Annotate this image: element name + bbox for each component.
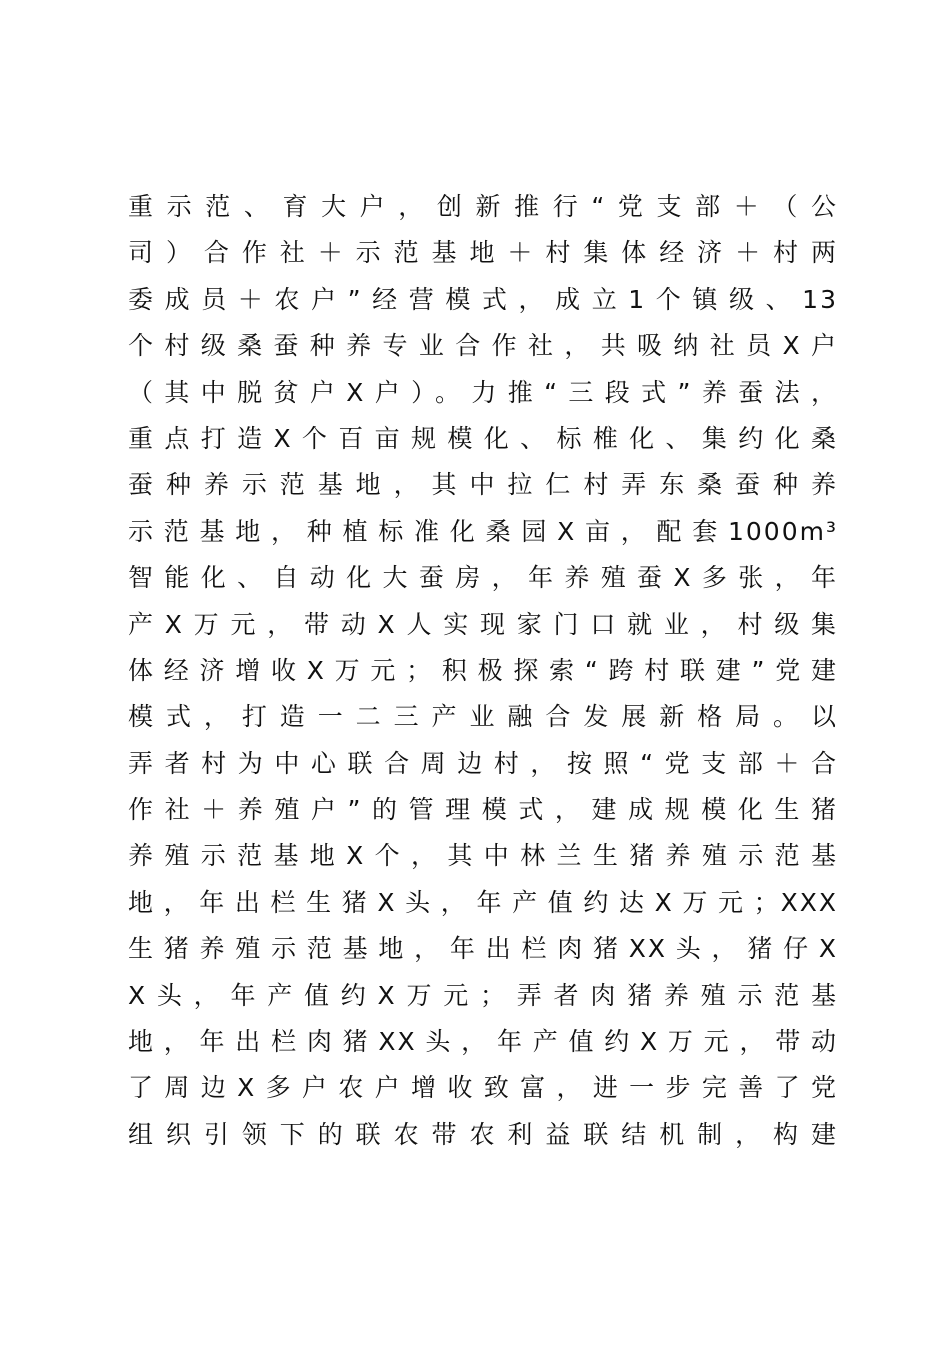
text-line: 个村级桑蚕种养专业合作社，共吸纳社员X户 [128, 331, 838, 361]
text-line: X头，年产值约X万元；弄者肉猪养殖示范基 [128, 980, 838, 1010]
body-paragraph [128, 184, 838, 1158]
text-line: 委成员＋农户”经营模式，成立1个镇级、13 [128, 284, 838, 314]
text-line: 作社＋养殖户”的管理模式，建成规模化生猪 [128, 795, 838, 825]
text-line: 地，年出栏肉猪XX头，年产值约X万元，带动 [128, 1027, 838, 1057]
text-line: 蚕种养示范基地，其中拉仁村弄东桑蚕种养 [128, 470, 838, 500]
text-line: 示范基地，种植标准化桑园X亩，配套1000m³ [128, 516, 838, 546]
text-line: 重点打造X个百亩规模化、标椎化、集约化桑 [128, 423, 838, 453]
text-line: 重示范、育大户，创新推行“党支部＋（公 [128, 192, 838, 221]
text-line: 模式，打造一二三产业融合发展新格局。以 [128, 702, 838, 732]
text-line: 司）合作社＋示范基地＋村集体经济＋村两 [128, 238, 838, 268]
text-line: 地，年出栏生猪X头，年产值约达X万元；XXX [128, 887, 838, 917]
text-line: 弄者村为中心联合周边村，按照“党支部＋合 [128, 748, 838, 778]
text-line: 体经济增收X万元；积极探索“跨村联建”党建 [128, 655, 838, 685]
text-line: 生猪养殖示范基地，年出栏肉猪XX头，猪仔X [128, 934, 838, 964]
text-line: 产X万元，带动X人实现家门口就业，村级集 [128, 609, 838, 639]
text-line: 养殖示范基地X个，其中林兰生猪养殖示范基 [128, 841, 838, 871]
text-line: （其中脱贫户X户）。力推“三段式”养蚕法， [128, 377, 838, 407]
text-line: 智能化、自动化大蚕房，年养殖蚕X多张，年 [128, 563, 838, 593]
text-line: 了周边X多户农户增收致富，进一步完善了党 [128, 1073, 838, 1103]
text-line: 组织引领下的联农带农利益联结机制，构建 [128, 1119, 838, 1149]
